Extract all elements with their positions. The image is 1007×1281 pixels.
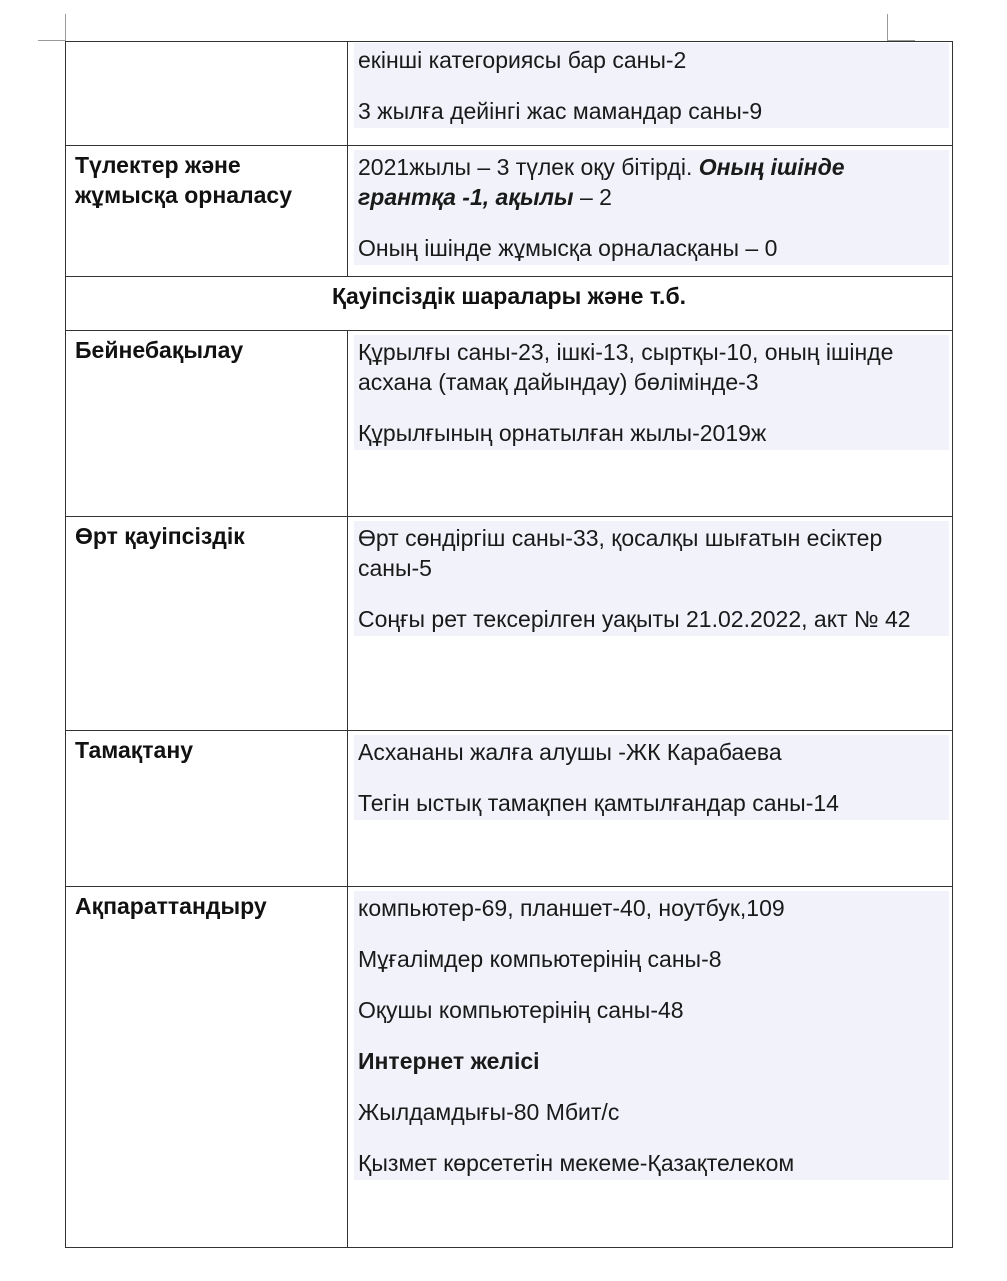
fire-last-check: Соңғы рет тексерілген уақыты 21.02.2022, акт № 42: [358, 606, 911, 632]
it-label: Ақпараттандыру: [66, 887, 348, 1248]
table-row-it: [66, 887, 953, 1248]
internet-speed: Жылдамдығы-80 Мбит/с: [358, 1099, 620, 1125]
crop-mark-right-vertical: [887, 14, 888, 41]
it-block: [354, 891, 949, 1180]
food-label: Тамақтану: [66, 731, 348, 887]
food-cell: [348, 731, 953, 887]
table-row-section-header: [66, 277, 953, 331]
graduates-employed: Оның ішінде жұмысқа орналасқаны – 0: [358, 235, 778, 261]
table-row-food: [66, 731, 953, 887]
free-meals-count: Тегін ыстық тамақпен қамтылғандар саны-14: [358, 790, 839, 816]
info-table: [65, 41, 953, 1248]
video-label: Бейнебақылау: [66, 331, 348, 517]
canteen-tenant: Асхананы жалға алушы -ЖК Карабаева: [358, 739, 782, 765]
video-block: [354, 335, 949, 450]
graduates-cell: [348, 146, 953, 277]
section-title: Қауіпсіздік шаралары және т.б.: [66, 277, 953, 331]
fire-label: Өрт қауіпсіздік: [66, 517, 348, 731]
food-block: [354, 735, 949, 820]
graduates-grant-paid: Оның ішінде грантқа -1, ақылы: [358, 154, 845, 210]
teacher-computers-count: Мұғалімдер компьютерінің саны-8: [358, 946, 722, 972]
video-device-count: Құрылғы саны-23, ішкі-13, сыртқы-10, оның ішінде асхана (тамақ дайындау) бөлімінде-3: [358, 339, 894, 395]
table-row-graduates: [66, 146, 953, 277]
video-install-year: Құрылғының орнатылған жылы-2019ж: [358, 420, 767, 446]
video-cell: [348, 331, 953, 517]
internet-heading: Интернет желісі: [358, 1048, 540, 1074]
fire-extinguisher-count: Өрт сөндіргіш саны-33, қосалқы шығатын есіктер саны-5: [358, 525, 883, 581]
young-specialists-count: 3 жылға дейінгі жас мамандар саны-9: [358, 98, 763, 124]
table-row-fire: [66, 517, 953, 731]
second-category-count: екінші категориясы бар саны-2: [358, 47, 687, 73]
internet-provider: Қызмет көрсететін мекеме-Қазақтелеком: [358, 1150, 795, 1176]
graduates-paid-count: – 2: [573, 184, 612, 210]
fire-block: [354, 521, 949, 636]
crop-mark-left-horizontal: [38, 40, 66, 41]
teachers-stats-cell: [348, 42, 953, 146]
table-row-teachers-continued: [66, 42, 953, 146]
it-cell: [348, 887, 953, 1248]
label-cell-empty: [66, 42, 348, 146]
student-computers-count: Оқушы компьютерінің саны-48: [358, 997, 684, 1023]
fire-cell: [348, 517, 953, 731]
crop-mark-left-vertical: [65, 14, 66, 41]
graduates-summary: [358, 152, 945, 212]
device-counts: компьютер-69, планшет-40, ноутбук,109: [358, 895, 785, 921]
teachers-stats-block: [354, 43, 949, 128]
table-row-video: [66, 331, 953, 517]
graduates-block: [354, 150, 949, 265]
graduates-label: Түлектер және жұмысқа орналасу: [66, 146, 348, 277]
graduates-summary-text: 2021жылы – 3 түлек оқу бітірді.: [358, 154, 699, 180]
